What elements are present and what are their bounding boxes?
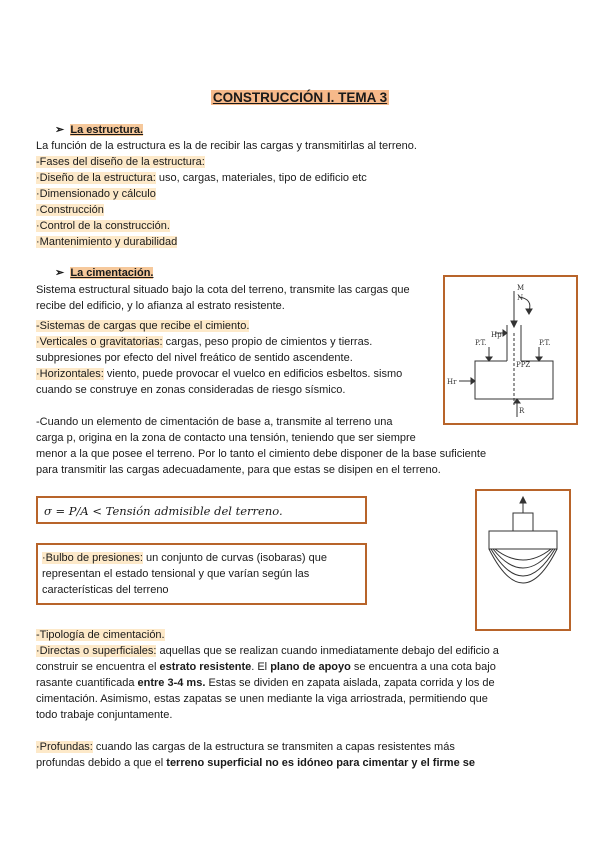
paragraph: recibe del edificio, y lo afianza al estrato resistente. <box>36 300 285 312</box>
paragraph: cimentación. Asimismo, estas zapatas se unen mediante la viga arriostrada, permitiendo que <box>36 693 488 705</box>
label-ppz: PPZ <box>516 361 531 369</box>
page-title: CONSTRUCCIÓN I. TEMA 3 <box>212 90 388 105</box>
label-r: R <box>519 407 525 415</box>
paragraph: Sistema estructural situado bajo la cota del terreno, transmite las cargas que <box>36 284 410 296</box>
paragraph: carga p, origina en la zona de contacto una tensión, teniendo que ser siempre <box>36 432 416 444</box>
section-heading-cimentacion: ➢ La cimentación. <box>55 267 154 279</box>
list-item: ·Diseño de la estructura: uso, cargas, materiales, tipo de edificio etc <box>36 172 367 184</box>
paragraph: para transmitir las cargas adecuadamente, para que estas se disipen en el terreno. <box>36 464 441 476</box>
formula-box <box>36 496 367 524</box>
list-item: ·Dimensionado y cálculo <box>36 188 156 200</box>
paragraph: ·Profundas: cuando las cargas de la estructura se transmiten a capas resistentes más <box>36 741 455 753</box>
list-item: ·Verticales o gravitatorias: cargas, peso propio de cimientos y tierras. <box>36 336 373 348</box>
paragraph: -Cuando un elemento de cimentación de base a, transmite al terreno una <box>36 416 393 428</box>
label-n: N <box>517 294 524 302</box>
label-hp: Hp <box>491 331 502 339</box>
paragraph: rasante cuantificada entre 3-4 ms. Estas se dividen en zapata aislada, zapata corrida y los de <box>36 677 495 689</box>
list-item: ·Control de la construcción. <box>36 220 170 232</box>
paragraph: construir se encuentra el estrato resistente. El plano de apoyo se encuentra a una cota bajo <box>36 661 496 673</box>
paragraph: profundas debido a que el terreno superficial no es idóneo para cimentar y el firme se <box>36 757 476 769</box>
foundation-loads-diagram <box>443 275 578 425</box>
arrow-bullet-icon: ➢ <box>55 267 65 279</box>
label-hr: Hr <box>447 378 457 386</box>
list-item: ·Horizontales: viento, puede provocar el vuelco en edificios esbeltos. sismo <box>36 368 403 380</box>
arrow-bullet-icon: ➢ <box>55 124 65 136</box>
list-item: ·Mantenimiento y durabilidad <box>36 236 178 248</box>
bulbo-box <box>36 543 367 605</box>
list-item: ·Construcción <box>36 204 104 216</box>
list-heading: -Fases del diseño de la estructura: <box>36 156 205 168</box>
paragraph: La función de la estructura es la de recibir las cargas y transmitirlas al terreno. <box>36 140 417 152</box>
label-m: M <box>517 284 525 292</box>
label-pt-right: P.T. <box>539 339 551 347</box>
list-item: cuando se construye en zonas consideradas de riesgo sísmico. <box>36 384 346 396</box>
paragraph: menor a la que posee el terreno. Por lo tanto el cimiento debe disponer de la base suficiente <box>36 448 487 460</box>
paragraph: ·Directas o superficiales: aquellas que se realizan cuando inmediatamente debajo del edificio a <box>36 645 499 657</box>
list-heading: -Sistemas de cargas que recibe el cimiento. <box>36 320 250 332</box>
list-item: subpresiones por efecto del nivel freático de sentido ascendente. <box>36 352 353 364</box>
section-heading-estructura: ➢ La estructura. <box>55 124 144 136</box>
pressure-bulb-diagram <box>475 489 571 631</box>
bulbo-text: ·Bulbo de presiones: un conjunto de curvas (isobaras) que representan el estado tensional y que varían según las características del terreno <box>42 552 327 596</box>
label-pt-left: P.T. <box>475 339 487 347</box>
list-heading: -Tipología de cimentación. <box>36 629 165 641</box>
stress-formula: σ = P/A < Tensión admisible del terreno. <box>44 504 283 518</box>
paragraph: todo trabaje conjuntamente. <box>36 709 173 721</box>
